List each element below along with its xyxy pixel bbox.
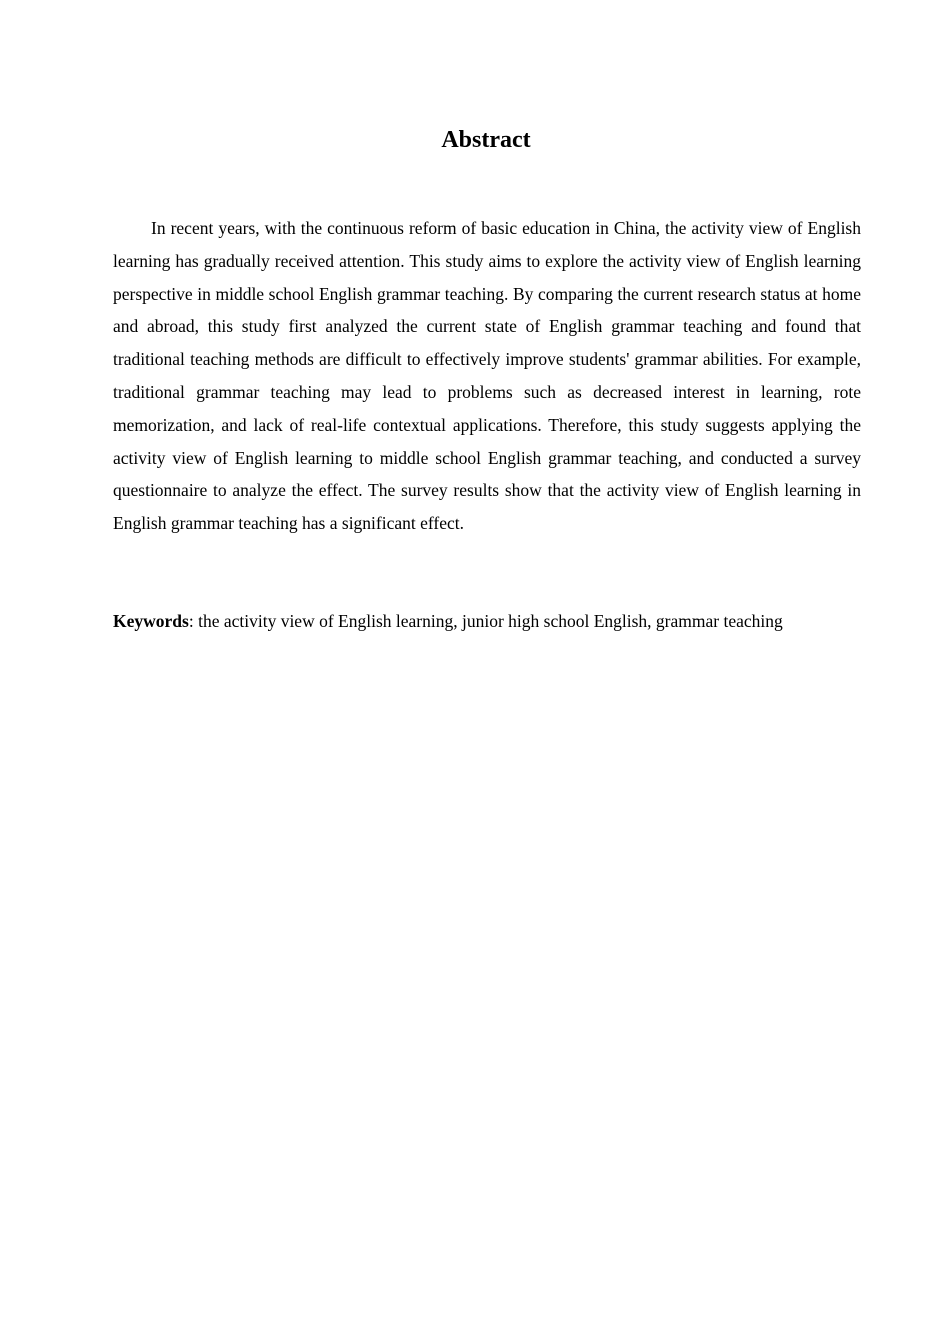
abstract-title: Abstract bbox=[441, 127, 531, 153]
keywords-text: the activity view of English learning, junior high school English, grammar teaching bbox=[198, 611, 783, 631]
abstract-paragraph: In recent years, with the continuous reform of basic education in China, the activity view of English learning has gradually received attention. This study aims to explore the activity view of English learning perspective in middle school English grammar teaching. By comparing the current research status at home and abroad, this study first analyzed the current state of English grammar teaching and found that traditional teaching methods are difficult to effectively improve students' grammar abilities. For example, traditional grammar teaching may lead to problems such as decreased interest in learning, rote memorization, and lack of real-life contextual applications. Therefore, this study suggests applying the activity view of English learning to middle school English grammar teaching, and conducted a survey questionnaire to analyze the effect. The survey results show that the activity view of English learning in English grammar teaching has a significant effect. bbox=[113, 218, 861, 534]
keywords-separator: : bbox=[188, 611, 199, 631]
keywords-line bbox=[113, 605, 873, 637]
keywords-label: Keywords bbox=[113, 611, 189, 631]
